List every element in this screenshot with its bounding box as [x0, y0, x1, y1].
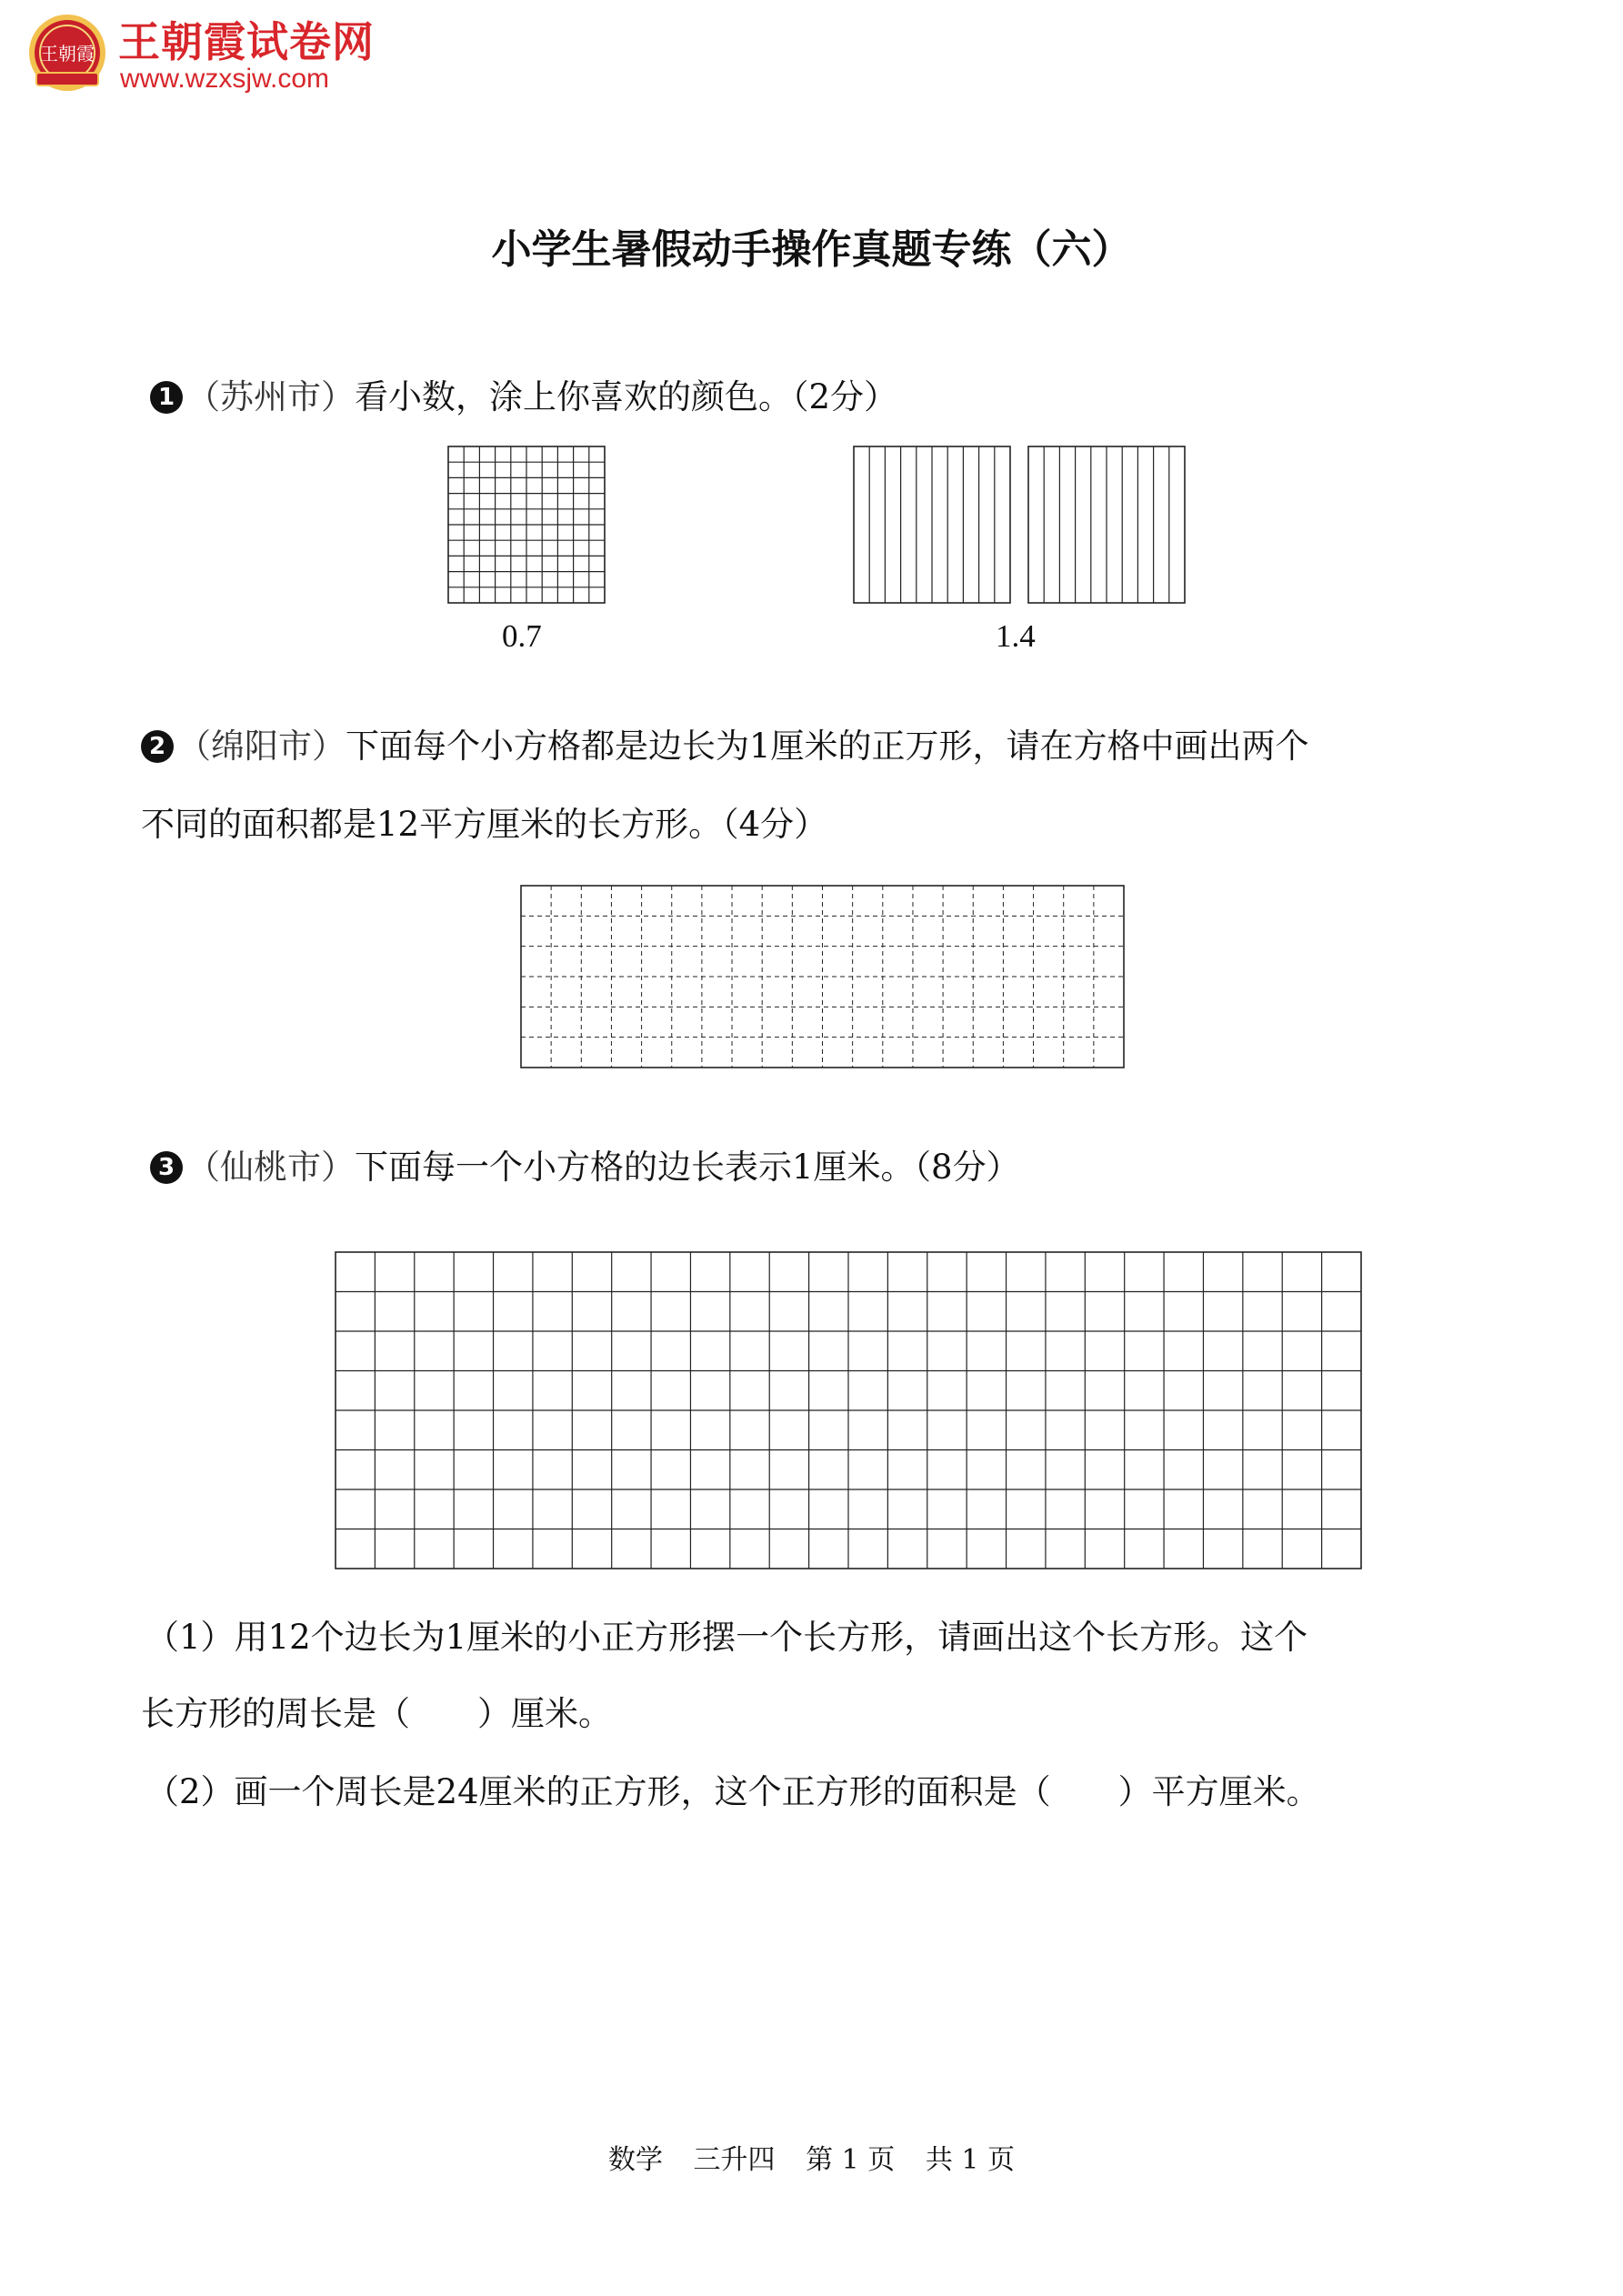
figure-label-1-4: 1.4 [996, 618, 1036, 654]
footer-grade: 三升四 [693, 2144, 776, 2176]
grid-hundredths-square [447, 446, 606, 604]
page-footer [0, 2137, 1623, 2177]
question-2-prompt-line2: 不同的面积都是12平方厘米的长方形。（4分） [141, 805, 828, 844]
sub-question-2: （2）画一个周长是24厘米的正方形，这个正方形的面积是（ ）平方厘米。 [145, 1772, 1320, 1811]
question-source: （仙桃市） [186, 1148, 355, 1187]
grid-tenths-square-right [1027, 446, 1186, 604]
question-1-prompt [150, 377, 898, 416]
footer-page: 第 1 页 [806, 2144, 896, 2176]
footer-total: 共 1 页 [925, 2144, 1015, 2176]
figure-label-0-7: 0.7 [502, 618, 542, 654]
footer-subject: 数学 [608, 2144, 663, 2176]
brand-seal-logo [27, 13, 107, 93]
question-source: （绵阳市） [177, 727, 346, 766]
question-text: 看小数，涂上你喜欢的颜色。（2分） [355, 377, 898, 416]
seal-text: 王朝霞 [40, 43, 95, 65]
sub-question-1-line2: 长方形的周长是（ ）厘米。 [141, 1694, 612, 1733]
question-text: 下面每个小方格都是边长为1厘米的正万形，请在方格中画出两个 [346, 727, 1309, 766]
sub-question-1-line1: （1）用12个边长为1厘米的小正方形摆一个长方形，请画出这个长方形。这个 [145, 1618, 1308, 1657]
brand-name: 王朝霞试卷网 [118, 17, 375, 66]
dashed-drawing-grid [520, 885, 1125, 1068]
question-number-badge: 2 [141, 730, 174, 763]
brand-url: www.wzxsjw.com [120, 64, 330, 94]
question-source: （苏州市） [186, 377, 355, 416]
question-text: 下面每一个小方格的边长表示1厘米。（8分） [355, 1148, 1020, 1187]
square-drawing-grid [335, 1251, 1362, 1569]
question-3-prompt [150, 1148, 1020, 1187]
question-2-prompt-line1 [141, 727, 1309, 766]
question-number-badge: 3 [150, 1151, 183, 1184]
question-number-badge: 1 [150, 381, 183, 414]
page-title: 小学生暑假动手操作真题专练（六） [491, 226, 1132, 273]
grid-tenths-square-left [853, 446, 1011, 604]
